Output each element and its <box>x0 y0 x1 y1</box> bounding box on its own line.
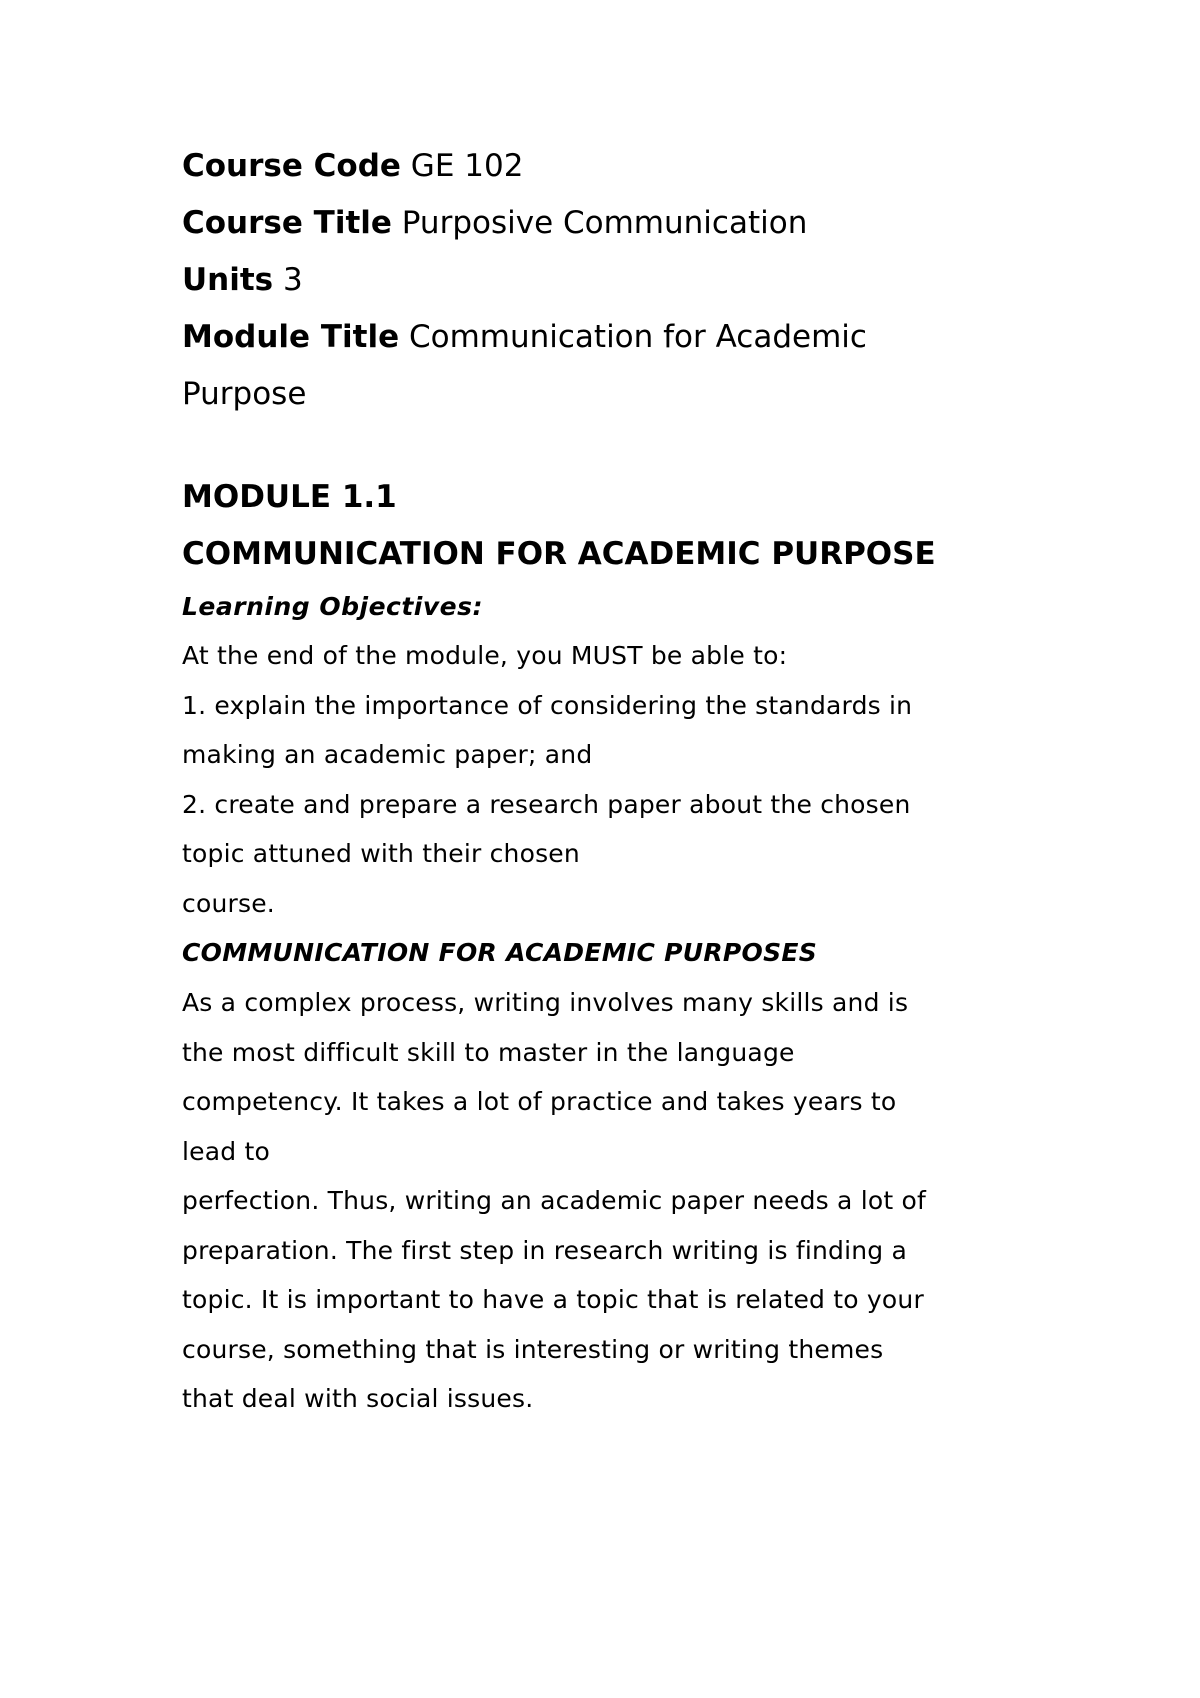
paragraph-line: competency. It takes a lot of practice and takes years to <box>182 1087 897 1116</box>
section-paragraph <box>182 978 1062 1424</box>
paragraph-line: As a complex process, writing involves many skills and is <box>182 988 909 1017</box>
objective-line: making an academic paper; and <box>182 740 593 769</box>
paragraph-line: preparation. The first step in research writing is finding a <box>182 1235 908 1265</box>
course-info <box>182 138 1062 423</box>
course-code-label: Course Code <box>182 148 401 184</box>
objective-line: course. <box>182 888 275 918</box>
module-title-label: Module Title <box>182 319 400 355</box>
objective-line: 2. create and prepare a research paper about the chosen <box>182 789 911 819</box>
course-title-line <box>182 195 1062 252</box>
course-code-line <box>182 138 1062 195</box>
objective-line: topic attuned with their chosen <box>182 839 580 868</box>
units-value: 3 <box>283 262 303 298</box>
section-heading: COMMUNICATION FOR ACADEMIC PURPOSES <box>182 938 818 967</box>
learning-objectives-heading: Learning Objectives: <box>182 592 483 621</box>
paragraph-line: that deal with social issues. <box>182 1384 534 1413</box>
module-number: MODULE 1.1 <box>182 479 397 515</box>
course-title-value: Purposive Communication <box>401 205 808 241</box>
module-title-value: Communication for Academic Purpose <box>182 319 867 412</box>
objectives-intro: At the end of the module, you MUST be able to: <box>182 641 788 670</box>
units-line <box>182 252 1062 309</box>
course-title-label: Course Title <box>182 205 392 241</box>
paragraph-line: topic. It is important to have a topic that is related to your <box>182 1285 924 1314</box>
paragraph-line: lead to <box>182 1136 270 1166</box>
course-code-value: GE 102 <box>410 148 524 184</box>
objectives-list <box>182 681 1062 929</box>
paragraph-line: perfection. Thus, writing an academic paper needs a lot of <box>182 1186 926 1215</box>
module-heading: COMMUNICATION FOR ACADEMIC PURPOSE <box>182 536 936 572</box>
paragraph-line: the most difficult skill to master in the language <box>182 1037 795 1067</box>
paragraph-line: course, something that is interesting or writing themes <box>182 1334 884 1364</box>
module-title-line <box>182 309 922 423</box>
document-page <box>182 138 1062 1424</box>
objective-line: 1. explain the importance of considering the standards in <box>182 690 913 720</box>
units-label: Units <box>182 262 274 298</box>
